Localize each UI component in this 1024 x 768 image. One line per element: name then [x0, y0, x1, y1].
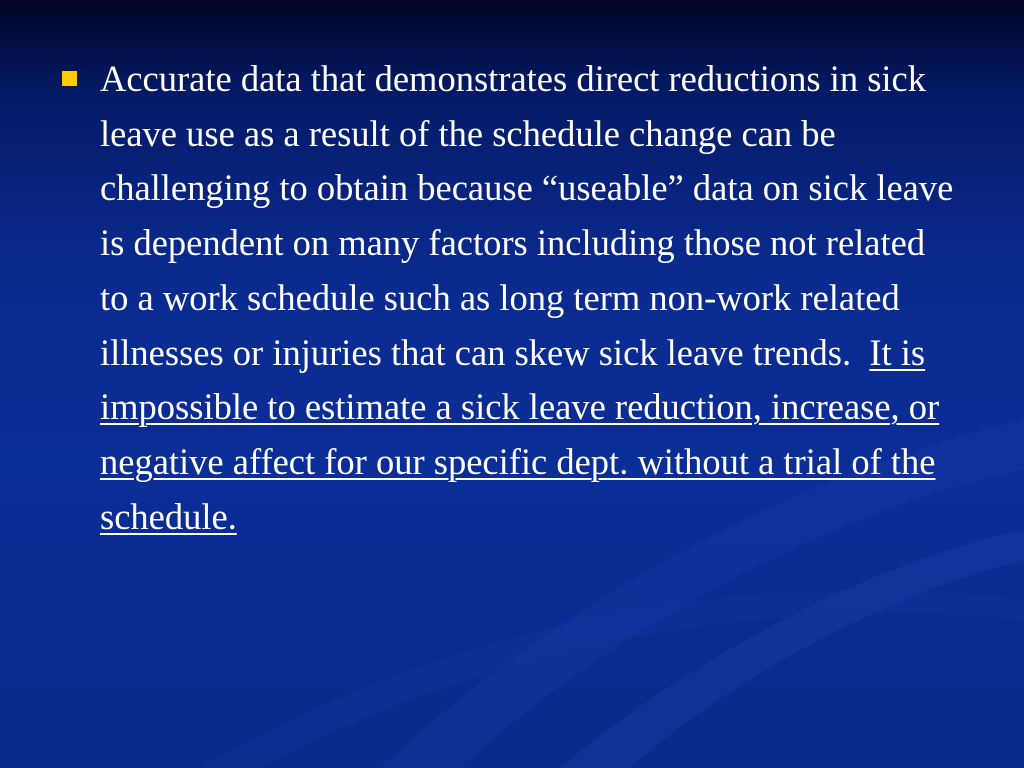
bullet-text-underlined: It is impossible to estimate a sick leave reduction, increase, or negative affect for our specific dept. without a trial of the schedule.: [100, 331, 940, 537]
bullet-text-plain: Accurate data that demonstrates direct reductions in sick leave use as a result of the schedule change can be challenging to obtain because “useable” data on sick leave is dependent on many factors including those not related to a work schedule such as long term non-work related illnesses or injuries that can skew sick leave trends.: [100, 58, 954, 373]
bullet-text: [100, 52, 962, 544]
bullet-item: [62, 52, 962, 544]
square-bullet-icon: [62, 71, 77, 86]
